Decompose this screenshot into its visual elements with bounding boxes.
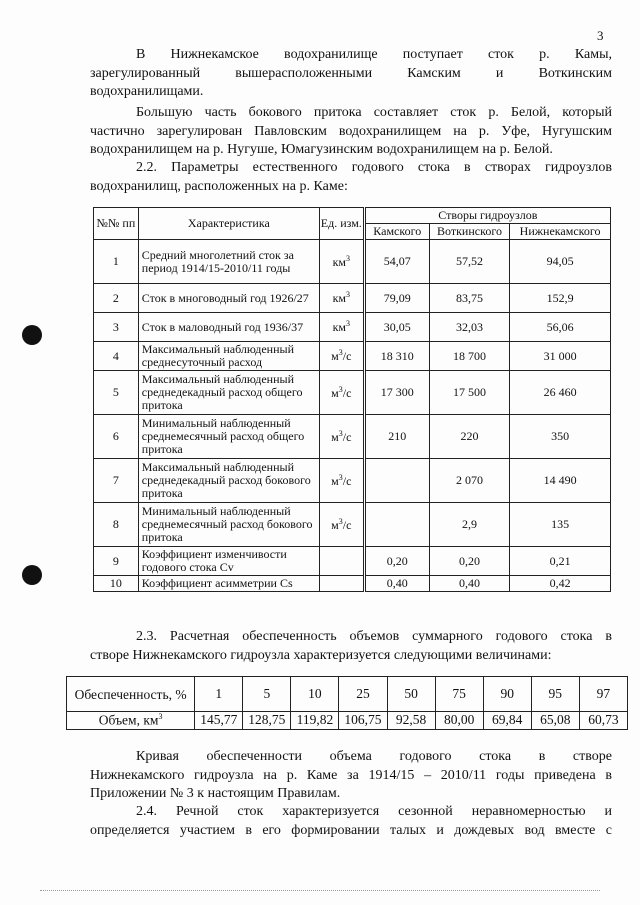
row-number: 10 — [94, 576, 139, 592]
header-kama: Камского — [364, 224, 429, 240]
text-line: Нижнекамского гидроузла на р. Каме за 1914/15 – 2010/11 годы приведена в — [90, 767, 612, 783]
supply-volume-cell: 69,84 — [483, 712, 531, 730]
unit-base: м — [331, 385, 339, 400]
table-row — [94, 371, 611, 415]
value-votkinsk: 2,9 — [429, 503, 509, 547]
unit-base: м — [331, 429, 339, 444]
text-line: Большую часть бокового притока составляет сток р. Белой, который — [136, 105, 612, 120]
row-characteristic: Минимальный наблюденный среднемесячный расход бокового притока — [138, 503, 319, 547]
text-line: 2.3. Расчетная обеспеченность объемов суммарного годового стока в — [136, 629, 612, 644]
text-line: водохранилищем на р. Нугуше, Юмагузинским водохранилищем на р. Белой. — [90, 142, 553, 157]
table-row — [94, 503, 611, 547]
table-row — [94, 342, 611, 371]
row-unit — [319, 576, 364, 592]
header-supply: Обеспеченность, % — [67, 677, 195, 712]
supply-percent-cell: 1 — [195, 677, 243, 712]
table-row — [94, 459, 611, 503]
text-line: определяется участием в его формировании талых и дождевых вод вместе с — [90, 822, 612, 838]
runoff-parameters-table — [93, 207, 611, 592]
unit-suffix: /с — [342, 349, 352, 363]
row-number: 6 — [94, 415, 139, 459]
row-number: 7 — [94, 459, 139, 503]
row-unit — [319, 240, 364, 284]
row-characteristic: Максимальный наблюденный среднесуточный расход — [138, 342, 319, 371]
unit-exponent: 3 — [346, 319, 350, 328]
volume-unit-exponent: 3 — [158, 712, 163, 721]
header-unit: Ед. изм. — [319, 208, 364, 240]
row-characteristic: Максимальный наблюденный среднедекадный расход бокового притока — [138, 459, 319, 503]
text-line: створе Нижнекамского гидроузла характеризуется следующими величинами: — [90, 647, 552, 663]
paragraph-lateral-inflow — [90, 104, 612, 160]
value-kama: 18 310 — [364, 342, 429, 371]
row-number: 5 — [94, 371, 139, 415]
paragraph-2-3 — [90, 628, 612, 665]
value-kama: 54,07 — [364, 240, 429, 284]
row-unit — [319, 459, 364, 503]
row-characteristic: Коэффициент асимметрии Cs — [138, 576, 319, 592]
row-characteristic: Сток в маловодный год 1936/37 — [138, 313, 319, 342]
supply-volume-table — [66, 676, 628, 730]
table-row — [94, 415, 611, 459]
unit-exponent: 3 — [338, 516, 343, 526]
value-nizhnekamsk: 31 000 — [510, 342, 611, 371]
row-number: 3 — [94, 313, 139, 342]
text-line: 2.2. Параметры естественного годового стока в створах гидроузлов — [136, 160, 612, 175]
text-line: водохранилищ, расположенных на р. Каме: — [90, 178, 348, 194]
paragraph-2-4 — [90, 803, 612, 840]
row-number: 4 — [94, 342, 139, 371]
supply-volume-cell: 80,00 — [435, 712, 483, 730]
value-nizhnekamsk: 152,9 — [510, 284, 611, 313]
supply-percent-cell: 97 — [579, 677, 627, 712]
value-nizhnekamsk: 14 490 — [510, 459, 611, 503]
row-unit — [319, 415, 364, 459]
value-kama: 30,05 — [364, 313, 429, 342]
supply-volume-cell: 106,75 — [339, 712, 387, 730]
value-nizhnekamsk: 94,05 — [510, 240, 611, 284]
row-unit — [319, 284, 364, 313]
unit-base: м — [331, 349, 339, 363]
supply-percent-cell: 90 — [483, 677, 531, 712]
unit-exponent: 3 — [338, 472, 343, 482]
unit-base: км — [332, 320, 346, 334]
value-votkinsk: 220 — [429, 415, 509, 459]
supply-percent-cell: 5 — [243, 677, 291, 712]
punch-hole-mark — [22, 565, 42, 585]
header-characteristic: Характеристика — [138, 208, 319, 240]
supply-percent-cell: 50 — [387, 677, 435, 712]
volume-label: Объем, км — [98, 712, 159, 728]
unit-suffix: /с — [342, 385, 352, 400]
text-line: 2.4. Речной сток характеризуется сезонной неравномерностью и — [136, 804, 612, 819]
value-votkinsk: 0,40 — [429, 576, 509, 592]
value-kama: 0,20 — [364, 547, 429, 576]
row-unit — [319, 342, 364, 371]
value-votkinsk: 57,52 — [429, 240, 509, 284]
supply-percent-cell: 25 — [339, 677, 387, 712]
supply-percent-cell: 95 — [531, 677, 579, 712]
supply-volume-cell: 60,73 — [579, 712, 627, 730]
paragraph-2-2 — [90, 159, 612, 196]
row-unit — [319, 313, 364, 342]
supply-volume-cell: 128,75 — [243, 712, 291, 730]
value-nizhnekamsk: 0,21 — [510, 547, 611, 576]
row-number: 2 — [94, 284, 139, 313]
value-votkinsk: 18 700 — [429, 342, 509, 371]
value-votkinsk: 83,75 — [429, 284, 509, 313]
scan-edge-line — [40, 890, 600, 891]
table-row — [94, 547, 611, 576]
value-votkinsk: 0,20 — [429, 547, 509, 576]
value-kama: 17 300 — [364, 371, 429, 415]
supply-percent-cell: 10 — [291, 677, 339, 712]
header-nizhnekamsk: Нижнекамского — [510, 224, 611, 240]
row-characteristic: Максимальный наблюденный среднедекадный расход общего притока — [138, 371, 319, 415]
unit-base: м — [331, 517, 339, 532]
value-kama — [364, 459, 429, 503]
unit-exponent: 3 — [338, 428, 343, 438]
row-number: 8 — [94, 503, 139, 547]
text-line: В Нижнекамское водохранилище поступает сток р. Камы, — [136, 47, 612, 62]
header-number: №№ пп — [94, 208, 139, 240]
row-unit — [319, 371, 364, 415]
row-unit — [319, 503, 364, 547]
header-votkinsk: Воткинского — [429, 224, 509, 240]
row-number: 9 — [94, 547, 139, 576]
row-characteristic: Сток в многоводный год 1926/27 — [138, 284, 319, 313]
supply-volume-cell: 92,58 — [387, 712, 435, 730]
header-sites: Створы гидроузлов — [364, 208, 610, 224]
supply-volume-cell: 145,77 — [195, 712, 243, 730]
unit-suffix: /с — [342, 429, 352, 444]
supply-percent-cell: 75 — [435, 677, 483, 712]
value-kama — [364, 503, 429, 547]
unit-base: км — [332, 254, 346, 269]
supply-volume-cell: 119,82 — [291, 712, 339, 730]
paragraph-intake — [90, 46, 612, 102]
paragraph-curve — [90, 748, 612, 804]
value-nizhnekamsk: 56,06 — [510, 313, 611, 342]
value-kama: 0,40 — [364, 576, 429, 592]
text-line: Кривая обеспеченности объема годового стока в створе — [136, 749, 612, 764]
value-nizhnekamsk: 26 460 — [510, 371, 611, 415]
text-line: частично зарегулирован Павловским водохранилищем на р. Уфе, Нугушским — [90, 123, 612, 139]
value-votkinsk: 17 500 — [429, 371, 509, 415]
table-row — [94, 240, 611, 284]
value-kama: 79,09 — [364, 284, 429, 313]
text-line: водохранилищами. — [90, 84, 204, 99]
value-nizhnekamsk: 350 — [510, 415, 611, 459]
supply-volume-cell: 65,08 — [531, 712, 579, 730]
value-nizhnekamsk: 135 — [510, 503, 611, 547]
unit-base: м — [331, 473, 339, 488]
row-characteristic: Средний многолетний сток за период 1914/15-2010/11 годы — [138, 240, 319, 284]
unit-suffix: /с — [342, 517, 352, 532]
row-number: 1 — [94, 240, 139, 284]
value-nizhnekamsk: 0,42 — [510, 576, 611, 592]
unit-suffix: /с — [342, 473, 352, 488]
table-row — [94, 284, 611, 313]
unit-base: км — [332, 291, 346, 305]
value-kama: 210 — [364, 415, 429, 459]
unit-exponent: 3 — [346, 253, 350, 263]
table-row — [94, 313, 611, 342]
row-unit — [319, 547, 364, 576]
punch-hole-mark — [22, 325, 42, 345]
unit-exponent: 3 — [338, 384, 343, 394]
unit-exponent: 3 — [338, 348, 343, 357]
unit-exponent: 3 — [346, 290, 350, 299]
table-row — [94, 576, 611, 592]
value-votkinsk: 2 070 — [429, 459, 509, 503]
value-votkinsk: 32,03 — [429, 313, 509, 342]
row-characteristic: Минимальный наблюденный среднемесячный расход общего притока — [138, 415, 319, 459]
header-volume — [67, 712, 195, 730]
text-line: зарегулированный вышерасположенными Камским и Воткинским — [90, 65, 612, 81]
page-number: 3 — [597, 28, 604, 43]
row-characteristic: Коэффициент изменчивости годового стока Cv — [138, 547, 319, 576]
text-line: Приложении № 3 к настоящим Правилам. — [90, 786, 341, 801]
